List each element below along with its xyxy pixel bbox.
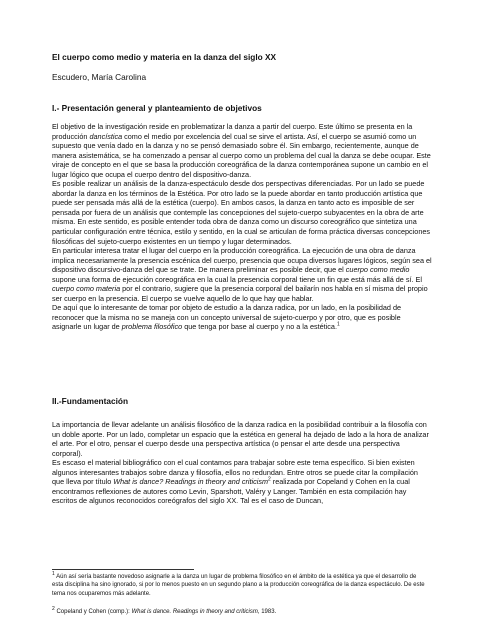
paragraph: De aquí que lo interesante de tomar por objeto de estudio a la danza radica, por un lado, en la posibilidad de reconocer que la misma no se maneja con un concepto universal de sujeto-cuerpo y por otro, que es posible asignarle un lugar de problema filosófico que tenga por base al cuerpo y no a la estética.$^1$	[52, 303, 402, 332]
emphasis-text: cuerpo como medio	[345, 265, 410, 275]
emphasis-text: problema filosófico	[121, 322, 183, 332]
emphasis-text: What is dance? Readings in theory and criticism	[113, 477, 269, 487]
paragraph: Es escaso el material bibliográfico con el cual contamos para trabajar sobre este tema específico. Si bien existen algunos interesantes trabajos sobre danza y filosofía, ellos no redundan. Entre otros se puede citar la compilación que lleva por título What is dance? Readings in theory and criticism$^2$ realizada por Copeland y Cohen en la cual encontramos reflexiones de autores como Levin, Sparshott, Valéry y Langer. También en esta compilación hay escritos de algunos reconocidos coreógrafos del siglo XX. Tal es el caso de Duncan,	[52, 458, 418, 506]
footnote-1: $^1$ Aún así sería bastante novedoso asignarle a la danza un lugar de problema filosófico en el ámbito de la estética ya que el desarrollo de esta disciplina ha sino ignorado, si por lo menos puesto en un segundo plano a la producción coreográfica de la danza espectáculo. De este tema nos ocuparemos más adelante.	[52, 571, 425, 597]
footnote-separator	[52, 569, 194, 570]
paragraph: En particular interesa tratar el lugar del cuerpo en la producción coreográfica. La ejecución de una obra de danza implica necesariamente la presencia escénica del cuerpo, presencia que ocupa diversos lugares lógicos, según sea el dispositivo discursivo-danza del que se trate. De manera preliminar es posible decir, que el cuerpo como medio supone una forma de ejecución coreográfica en la cual la presencia corporal tiene un fin que está más allá de sí. El cuerpo como materia por el contrario, sugiere que la presencia corporal del bailarín nos habla en sí misma del propio ser cuerpo en la presencia. El cuerpo se vuelve aquello de lo que hay que hablar.	[52, 246, 432, 303]
paragraph: La importancia de llevar adelante un análisis filosófico de la danza radica en la posibilidad contribuir a la filosofía con un doble aporte. Por un lado, completar un espacio que la estética en general ha dejado de lado a la hora de analizar el arte. Por el otro, pensar el cuerpo desde una perspectiva artística (o pensar el arte desde una perspectiva corporal).	[52, 420, 429, 458]
footnote-2: $^2$ Copeland y Cohen (comp.): What is dance. Readings in theory and criticism, 1983.	[52, 606, 277, 615]
section-heading-fundamentacion: II.-Fundamentación	[52, 396, 129, 406]
section-objectives-body	[52, 122, 432, 332]
emphasis-text: dancística	[89, 131, 123, 141]
author-name: Escudero, María Carolina	[52, 72, 147, 82]
section-heading-objectives: I.- Presentación general y planteamiento de objetivos	[52, 103, 262, 113]
document-title: El cuerpo como medio y materia en la danza del siglo XX	[52, 52, 277, 62]
emphasis-text: cuerpo como materia	[52, 284, 121, 294]
footnote-ref[interactable]: 2	[268, 476, 271, 483]
section-fundamentacion-body	[52, 420, 432, 506]
paragraph: El objetivo de la investigación reside en problematizar la danza a partir del cuerpo. Este último se presenta en la producción dancística como el medio por excelencia del cual se sirve el artista. Así, el cuerpo se asumió como un supuesto que venía dado en la danza y no se pensó demasiado sobre él. Sin embargo, recientemente, aunque de manera asistemática, se ha comenzado a pensar al cuerpo como un problema del cual la danza se debe ocupar. Este viraje de concepto en el que se basa la producción coreográfica de la danza contemporánea supone un cambio en el lugar lógico que ocupa el cuerpo dentro del dispositivo-danza.	[52, 122, 431, 179]
paragraph: Es posible realizar un análisis de la danza-espectáculo desde dos perspectivas diferenciadas. Por un lado se puede abordar la danza en los términos de la Estética. Por otro lado se la puede abordar en tanto producción artística que puede ser pensada más allá de la estética (cuerpo). En ambos casos, la danza en tanto acto es imposible de ser pensada por fuera de un análisis que contemple las concepciones del sujeto-cuerpo subyacentes en la obra de arte misma. En este sentido, es posible entender toda obra de danza como un discurso coreográfico que sintetiza una particular configuración entre técnica, estilo y sentido, en la cual se articulan de forma práctica diversas concepciones filosóficas del sujeto-cuerpo existentes en un tiempo y lugar determinados.	[52, 179, 431, 246]
footnote-ref[interactable]: 1	[336, 322, 340, 329]
